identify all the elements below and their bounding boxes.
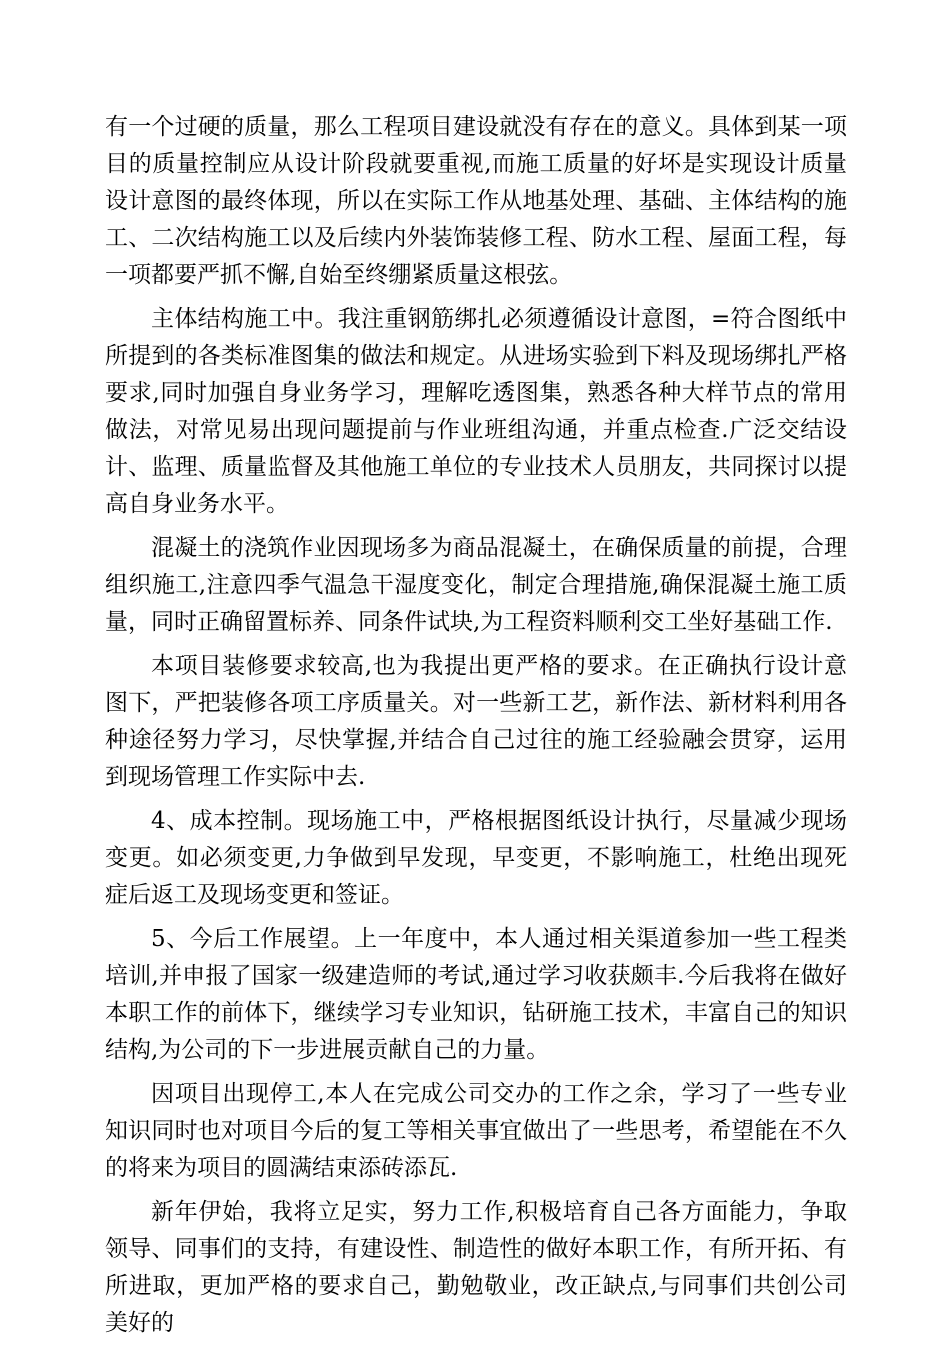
paragraph-work-outlook: 5、今后工作展望。上一年度中，本人通过相关渠道参加一些工程类培训,并申报了国家一级建造师的考试,通过学习收获颇丰.今后我将在做好本职工作的前体下，继续学习专业知识，钻研施工技术，丰富自己的知识结构,为公司的下一步进展贡献自己的力量。 <box>105 926 847 1063</box>
paragraph-cost-control: 4、成本控制。现场施工中，严格根据图纸设计执行，尽量减少现场变更。如必须变更,力争做到早发现，早变更，不影响施工，杜绝出现死症后返工及现场变更和签证。 <box>105 808 847 908</box>
paragraph-quality-intro: 有一个过硬的质量，那么工程项目建设就没有存在的意义。具体到某一项目的质量控制应从设计阶段就要重视,而施工质量的好坏是实现设计质量设计意图的最终体现，所以在实际工作从地基处理、基础、主体结构的施工、二次结构施工以及后续内外装饰装修工程、防水工程、屋面工程，每一项都要严抓不懈,自始至终绷紧质量这根弦。 <box>105 114 847 288</box>
paragraph-concrete-pouring: 混凝土的浇筑作业因现场多为商品混凝土，在确保质量的前提，合理组织施工,注意四季气温急干湿度变化，制定合理措施,确保混凝土施工质量，同时正确留置标养、同条件试块,为工程资料顺利交工坐好基础工作. <box>105 535 847 635</box>
paragraph-new-year: 新年伊始，我将立足实，努力工作,积极培育自己各方面能力，争取领导、同事们的支持，有建设性、制造性的做好本职工作，有所开拓、有所进取，更加严格的要求自己，勤勉敬业，改正缺点,与同事们共创公司美好的 <box>105 1199 847 1336</box>
paragraph-main-structure: 主体结构施工中。我注重钢筋绑扎必须遵循设计意图，=符合图纸中所提到的各类标准图集的做法和规定。从进场实验到下料及现场绑扎严格要求,同时加强自身业务学习，理解吃透图集，熟悉各种大样节点的常用做法，对常见易出现问题提前与作业班组沟通，并重点检查.广泛交结设计、监理、质量监督及其他施工单位的专业技术人员朋友，共同探讨以提高自身业务水平。 <box>105 306 847 517</box>
document-body <box>105 109 847 1349</box>
paragraph-project-suspension: 因项目出现停工,本人在完成公司交办的工作之余，学习了一些专业知识同时也对项目今后的复工等相关事宜做出了一些思考，希望能在不久的将来为项目的圆满结束添砖添瓦. <box>105 1081 847 1181</box>
paragraph-decoration: 本项目装修要求较高,也为我提出更严格的要求。在正确执行设计意图下，严把装修各项工序质量关。对一些新工艺，新作法、新材料利用各种途径努力学习，尽快掌握,并结合自己过往的施工经验融会贯穿，运用到现场管理工作实际中去. <box>105 653 847 790</box>
